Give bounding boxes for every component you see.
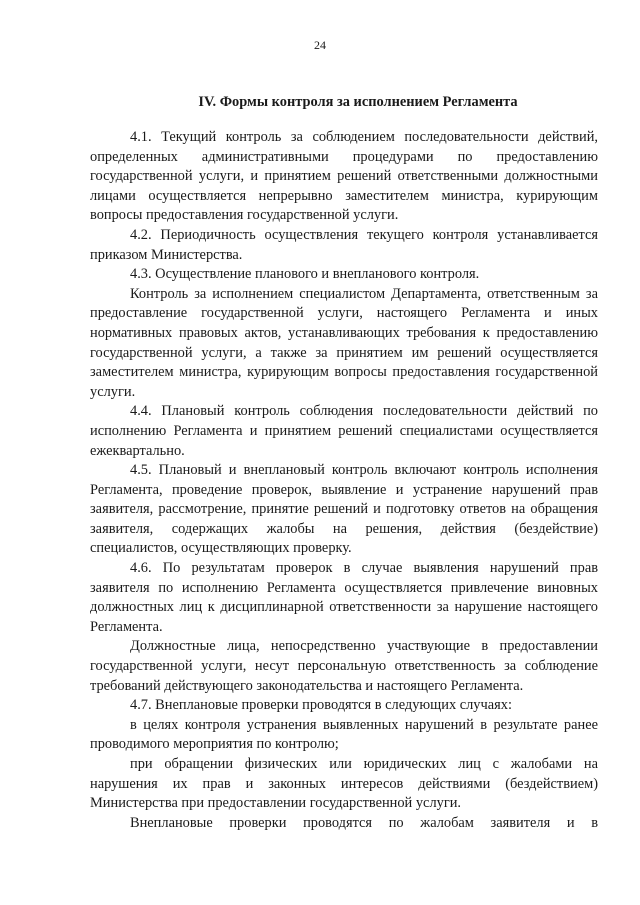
paragraph-4-1: 4.1. Текущий контроль за соблюдением последовательности действий, определенных административными процедурами по предоставлению государственной услуги, и принятием решений ответственными должностными лицами осуществляется непрерывно заместителем министра, курирующим вопросы предоставления государственной услуги.	[90, 129, 598, 224]
paragraph-4-3: 4.3. Осуществление планового и внепланового контроля.	[130, 266, 480, 283]
paragraph-4-5: 4.5. Плановый и внеплановый контроль включают контроль исполнения Регламента, проведение проверок, выявление и устранение нарушений прав заявителя, рассмотрение, принятие решений и подготовку ответов на обращения заявителя, содержащих жалобы на решения, действия (бездействие) специалистов, осуществляющих проверку.	[90, 462, 598, 557]
document-body	[90, 128, 598, 833]
paragraph-control-scope: Контроль за исполнением специалистом Департамента, ответственным за предоставление государственной услуги, настоящего Регламента и иных нормативных правовых актов, устанавливающих требования к предоставлению государственной услуги, а также за принятием им решений осуществляется заместителем министра, курирующим вопросы предоставления государственной услуги.	[90, 285, 598, 400]
paragraph-4-6: 4.6. По результатам проверок в случае выявления нарушений прав заявителя по исполнению Регламента осуществляется привлечение виновных должностных лиц к дисциплинарной ответственности за нарушение настоящего Регламента.	[90, 560, 598, 635]
section-heading: IV. Формы контроля за исполнением Регламента	[198, 94, 518, 110]
paragraph-unscheduled-checks: Внеплановые проверки проводятся по жалобам заявителя и в	[130, 814, 598, 831]
paragraph-4-4: 4.4. Плановый контроль соблюдения последовательности действий по исполнению Регламента и принятием решений специалистами осуществляется ежеквартально.	[90, 403, 598, 459]
paragraph-4-7: 4.7. Внеплановые проверки проводятся в следующих случаях:	[130, 697, 512, 714]
paragraph-case-1: в целях контроля устранения выявленных нарушений в результате ранее проводимого мероприятия по контролю;	[90, 716, 598, 753]
paragraph-4-2: 4.2. Периодичность осуществления текущего контроля устанавливается приказом Министерства.	[90, 226, 598, 263]
paragraph-responsibility: Должностные лица, непосредственно участвующие в предоставлении государственной услуги, несут персональную ответственность за соблюдение требований действующего законодательства и настоящего Регламента.	[90, 638, 598, 694]
paragraph-case-2: при обращении физических или юридических лиц с жалобами на нарушения их прав и законных интересов действиями (бездействием) Министерства при предоставлении государственной услуги.	[90, 756, 598, 812]
page-number: 24	[314, 38, 326, 52]
